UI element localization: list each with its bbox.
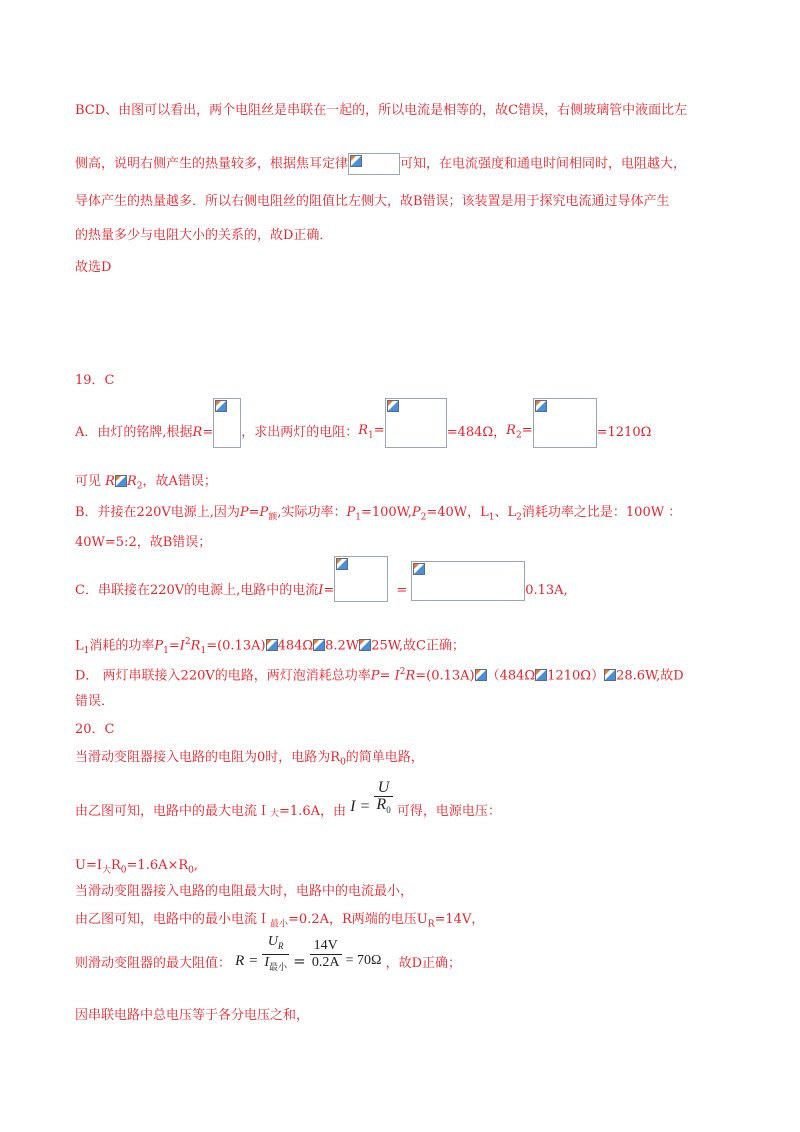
text-span: D． 两灯串联接入220V的电路，两灯泡消耗总功率 <box>75 668 371 684</box>
broken-image-icon <box>215 400 227 412</box>
text-span: 由乙图可知，电路中的最小电流Ｉ <box>75 912 271 927</box>
broken-image-icon <box>535 669 547 681</box>
text-line <box>75 634 465 659</box>
math-var: R <box>105 474 115 489</box>
text-span: 侧高，说明右侧产生的热量较多，根据焦耳定律 <box>75 156 349 172</box>
text-line <box>75 153 686 175</box>
math-op: = <box>379 668 391 684</box>
subscript: 1 <box>200 645 207 656</box>
superscript: 2 <box>399 667 406 677</box>
math-var: I <box>179 638 185 654</box>
fraction-denominator <box>262 955 289 975</box>
text-line <box>75 858 198 879</box>
subscript: 0 <box>120 865 127 876</box>
text-span: L <box>75 638 84 654</box>
text-line <box>75 556 568 602</box>
math-var: R <box>126 474 137 489</box>
subscript: 1 <box>83 645 90 656</box>
subscript: 1 <box>163 645 169 656</box>
math-var: R <box>190 638 201 654</box>
text-span: =(0.13A) <box>206 638 266 654</box>
question-heading: 19．C <box>75 373 115 388</box>
text-span: ，故D正确； <box>385 956 462 972</box>
text-span: =1210Ω <box>596 425 652 440</box>
text-span: C．串联接在220V的电源上,电路中的电流 <box>75 583 319 598</box>
broken-image-icon <box>387 400 399 412</box>
math-result: = 70Ω <box>345 953 382 969</box>
math-op: = <box>202 425 214 440</box>
text-line <box>75 912 484 933</box>
text-span: 8.2W <box>325 638 360 654</box>
text-span: =0.2A，R两端的电压U <box>288 912 428 927</box>
subscript: 大 <box>101 865 111 876</box>
math-var: I <box>394 668 400 684</box>
broken-image-icon <box>535 400 547 412</box>
text-span: ，故A错误； <box>142 474 217 489</box>
broken-image-icon <box>313 639 325 651</box>
math-var: U <box>267 934 278 949</box>
text-span: , <box>193 858 199 873</box>
math-op: = <box>521 422 533 438</box>
formula-image-placeholder <box>348 153 400 175</box>
fraction-numerator: 14V <box>310 938 342 955</box>
math-var: P <box>346 505 356 520</box>
math-var: P <box>411 505 421 520</box>
text-span: =484Ω， <box>446 425 507 440</box>
subscript: 1 <box>355 512 361 523</box>
math-var: P <box>370 668 380 684</box>
text-span: B．并接在220V电源上,因为 <box>75 505 240 520</box>
broken-image-icon <box>359 639 371 651</box>
subscript: 额 <box>268 512 278 523</box>
text-span: =14V， <box>434 912 485 927</box>
math-var: P <box>259 505 269 520</box>
text-span: 1210Ω） <box>547 668 605 684</box>
fraction-denominator: 0.2A <box>311 954 340 970</box>
subscript: 1 <box>368 430 374 441</box>
text-span: 则滑动变阻器的最大阻值： <box>75 956 232 972</box>
broken-image-icon <box>115 475 127 487</box>
text-line: 故选D <box>75 260 112 275</box>
math-op: = <box>323 583 335 598</box>
broken-image-icon <box>350 155 362 167</box>
broken-image-icon <box>475 669 487 681</box>
formula-image-placeholder <box>533 398 597 448</box>
text-span: =100W, <box>360 505 412 520</box>
math-op: R = <box>235 953 259 970</box>
math-var: P <box>239 505 249 520</box>
text-span: =40W，L <box>426 505 489 520</box>
text-span: ,实际功率： <box>277 505 347 520</box>
subscript: 大 <box>270 809 280 819</box>
text-span: 由乙图可知，电路中的最大电流Ｉ <box>75 804 271 819</box>
fraction-numerator <box>262 934 289 955</box>
text-span: U=I <box>75 858 102 873</box>
text-span: 28.6W,故D <box>616 668 684 684</box>
math-var: R <box>506 422 516 438</box>
formula-image-placeholder <box>334 556 388 602</box>
text-span: =(0.13A) <box>415 668 475 684</box>
math-var: I <box>264 954 270 970</box>
subscript: 最小 <box>270 919 289 930</box>
text-span: 25W,故C正确； <box>371 638 465 654</box>
text-line <box>75 398 651 450</box>
text-span: 可得，电源电压： <box>396 804 501 819</box>
text-line <box>75 934 461 980</box>
formula-fraction <box>262 934 289 975</box>
subscript: 2 <box>515 430 522 441</box>
text-span: 、L <box>494 505 517 520</box>
text-span: 的简单电路， <box>345 750 424 765</box>
text-span: 0.13A, <box>525 583 568 598</box>
text-span: ，求出两灯的电阻： <box>241 425 359 440</box>
fraction-denominator <box>374 797 392 818</box>
math-var: R <box>376 795 387 813</box>
broken-image-icon <box>266 639 278 651</box>
text-line <box>75 474 217 495</box>
text-span: A．由灯的铭牌,根据 <box>75 425 193 440</box>
text-span: 可见 <box>75 474 102 489</box>
subscript: R <box>427 919 435 930</box>
text-span: 可知，在电流强度和通电时间相同时，电阻越大， <box>400 156 687 172</box>
fraction-numerator: U <box>374 780 392 797</box>
subscript: 2 <box>420 512 427 523</box>
math-var: P <box>154 638 164 654</box>
formula-fraction <box>374 780 392 818</box>
broken-image-icon <box>336 558 348 570</box>
text-line: 因串联电路中总电压等于各分电压之和， <box>75 1008 310 1023</box>
text-line: 错误． <box>75 694 115 709</box>
math-op: = <box>168 638 180 654</box>
text-line: 40W=5:2，故B错误； <box>75 535 212 550</box>
text-span: 当滑动变阻器接入电路的电阻为0时，电路为R <box>75 750 341 765</box>
text-span: （484Ω <box>486 668 536 684</box>
text-line <box>75 505 681 526</box>
math-var: R <box>358 422 369 438</box>
subscript: 2 <box>136 481 143 492</box>
subscript: 0 <box>386 805 391 816</box>
text-line: BCD、由图可以看出，两个电阻丝是串联在一起的，所以电流是相等的，故C错误，右侧玻璃管中液面比左 <box>75 103 688 118</box>
formula-image-placeholder <box>385 398 447 448</box>
math-var: I <box>318 583 324 598</box>
superscript: 2 <box>184 637 191 647</box>
broken-image-icon <box>604 669 616 681</box>
text-span: R <box>111 858 121 873</box>
text-span: =1.6A×R <box>126 858 189 873</box>
math-op: = <box>396 583 408 598</box>
math-op: = <box>373 422 385 438</box>
subscript: 2 <box>516 512 522 523</box>
text-line <box>75 750 424 771</box>
text-line <box>75 776 501 826</box>
text-line: 的热量多少与电阻大小的关系的，故D正确． <box>75 228 333 243</box>
subscript: R <box>278 940 284 951</box>
math-op: = <box>293 952 306 971</box>
question-heading: 20．C <box>75 722 115 737</box>
text-span: =1.6A，由 <box>279 804 346 819</box>
math-op: = <box>248 505 260 520</box>
math-op: I = <box>350 798 371 815</box>
formula-fraction <box>310 938 342 971</box>
subscript: 0 <box>340 757 346 768</box>
math-var: R <box>192 425 203 440</box>
text-line: 当滑动变阻器接入电路的电阻最大时，电路中的电流最小， <box>75 884 414 899</box>
text-line: 导体产生的热量越多．所以右侧电阻丝的阻值比左侧大，故B错误；该装置是用于探究电流通过导体产生 <box>75 194 670 209</box>
subscript: 1 <box>488 512 495 523</box>
broken-image-icon <box>413 563 425 575</box>
text-span: 消耗的功率 <box>89 638 155 654</box>
subscript: 0 <box>188 865 194 876</box>
text-span: 消耗功率之比是：100W ： <box>521 505 682 520</box>
text-line <box>75 664 684 684</box>
math-var: R <box>405 668 416 684</box>
text-span: 484Ω <box>277 638 314 654</box>
formula-image-placeholder <box>213 398 241 448</box>
formula-image-placeholder <box>411 561 525 601</box>
subscript: 最小 <box>269 961 288 972</box>
